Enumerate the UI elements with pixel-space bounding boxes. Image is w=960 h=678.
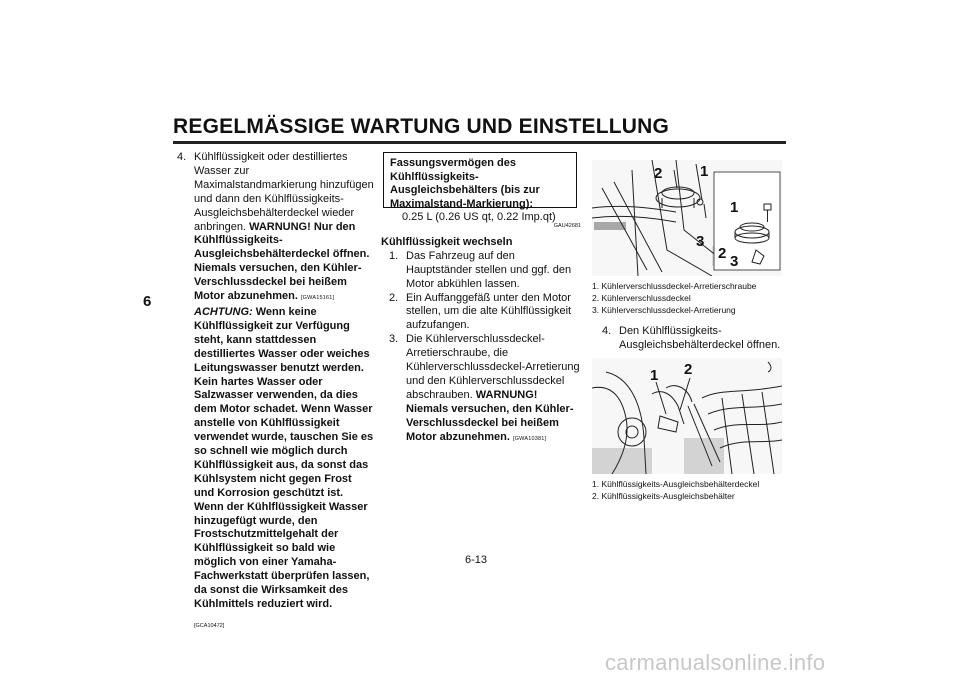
column-left <box>177 151 374 634</box>
column-middle <box>381 220 581 447</box>
step-number: 2. <box>389 291 399 304</box>
warning-text: WARNUNG! Nur den Kühlflüssigkeits-Ausgleichsbehälterdeckel öffnen. Niemals versuchen, den Kühler-Verschlussdeckel bei heißem Motor abzunehmen. <box>194 220 370 303</box>
warning-code: [GWA10381] <box>512 435 547 442</box>
spec-label: Fassungsvermögen des Kühlflüssigkeits-Ausgleichsbehälters (bis zur Maximalstand-Markierung): <box>390 157 540 210</box>
radiator-cap-photo <box>592 160 782 276</box>
title-rule <box>173 141 786 144</box>
page-number: 6-13 <box>465 554 488 566</box>
watermark: carmanualsonline.info <box>605 650 826 675</box>
legend-item: 1. Kühlerverschlussdeckel-Arretierschraube <box>592 281 757 291</box>
warning-code: [GWA15161] <box>300 295 335 302</box>
warning-text: WARNUNG! Niemals versuchen, den Kühler-Verschlussdeckel bei heißem Motor abzunehmen. <box>406 388 574 443</box>
callout-2: 2 <box>684 361 693 378</box>
callout-3: 3 <box>730 253 739 270</box>
step-text: Das Fahrzeug auf den Hauptständer stellen und ggf. den Motor abkühlen lassen. <box>406 249 572 290</box>
figure-1-legend <box>592 280 792 317</box>
step-3 <box>381 333 581 446</box>
column-right <box>592 325 784 353</box>
step-text: Kühlflüssigkeit oder destilliertes Wasser zur Maximalstandmarkierung hinzufügen und dann den Kühlflüssigkeits-Ausgleichsbehälterdeckel wieder anbringen. <box>194 151 374 233</box>
step-4-refill <box>177 151 374 634</box>
legend-item: 2. Kühlerverschlussdeckel <box>592 293 691 304</box>
callout-2: 2 <box>718 245 727 262</box>
legend-item: 2. Kühlflüssigkeits-Ausgleichsbehälter <box>592 491 735 502</box>
caution-code: [GCA10472] <box>194 622 225 629</box>
step-1 <box>381 250 581 292</box>
callout-1: 1 <box>700 163 709 180</box>
step-text: Den Kühlflüssigkeits-Ausgleichsbehälterdeckel öffnen. <box>619 325 781 351</box>
coolant-reservoir-photo <box>592 358 782 474</box>
step-4-open-reservoir <box>592 325 784 353</box>
step-text: Ein Auffanggefäß unter den Motor stellen, um die alte Kühlflüssigkeit aufzufangen. <box>406 291 572 332</box>
step-number: 4. <box>177 151 187 163</box>
page-title: REGELMÄSSIGE WARTUNG UND EINSTELLUNG <box>173 115 670 138</box>
step-2 <box>381 292 581 334</box>
callout-3: 3 <box>696 233 705 250</box>
spec-value: 0.25 L (0.26 US qt, 0.22 Imp.qt) <box>402 211 556 223</box>
callout-1: 1 <box>730 199 739 216</box>
legend-item: 1. Kühlflüssigkeits-Ausgleichsbehälterdeckel <box>592 479 760 489</box>
step-number: 1. <box>389 249 399 262</box>
step-number: 3. <box>389 333 399 346</box>
capacity-spec-box <box>383 152 577 223</box>
callout-2: 2 <box>654 165 663 182</box>
chapter-tab: 6 <box>143 293 152 310</box>
caution-label: ACHTUNG: <box>194 305 253 318</box>
section-heading: Kühlflüssigkeit wechseln <box>381 235 513 248</box>
caution-text: Wenn keine Kühlflüssigkeit zur Verfügung steht, kann stattdessen destilliertes Wasser oder weiches Leitungswasser benutzt werden. Kein hartes Wasser oder Salzwasser verwenden, da dies dem Motor schadet. Wenn Wasser anstelle von Kühlflüssigkeit verwendet wurde, tauschen Sie es so schnell wie möglich durch Kühlflüssigkeit aus, da sonst das Kühlsystem nicht gegen Frost und Korrosion geschützt ist. Wenn der Kühlflüssigkeit Wasser hinzugefügt wurde, den Frostschutzmittelgehalt der Kühlflüssigkeit so bald wie möglich von einer Yamaha-Fachwerkstatt überprüfen lassen, da sonst die Wirksamkeit des Kühlmittels reduziert wird. <box>194 305 374 610</box>
step-text: Die Kühlerverschlussdeckel-Arretierschraube, die Kühlerverschlussdeckel-Arretierung und den Kühlerverschlussdeckel abschrauben. <box>406 333 580 401</box>
section-code: GAU42681 <box>553 223 581 229</box>
figure-2-legend <box>592 478 792 502</box>
callout-1: 1 <box>650 367 659 384</box>
legend-item: 3. Kühlerverschlussdeckel-Arretierung <box>592 305 736 316</box>
step-number: 4. <box>602 325 612 337</box>
